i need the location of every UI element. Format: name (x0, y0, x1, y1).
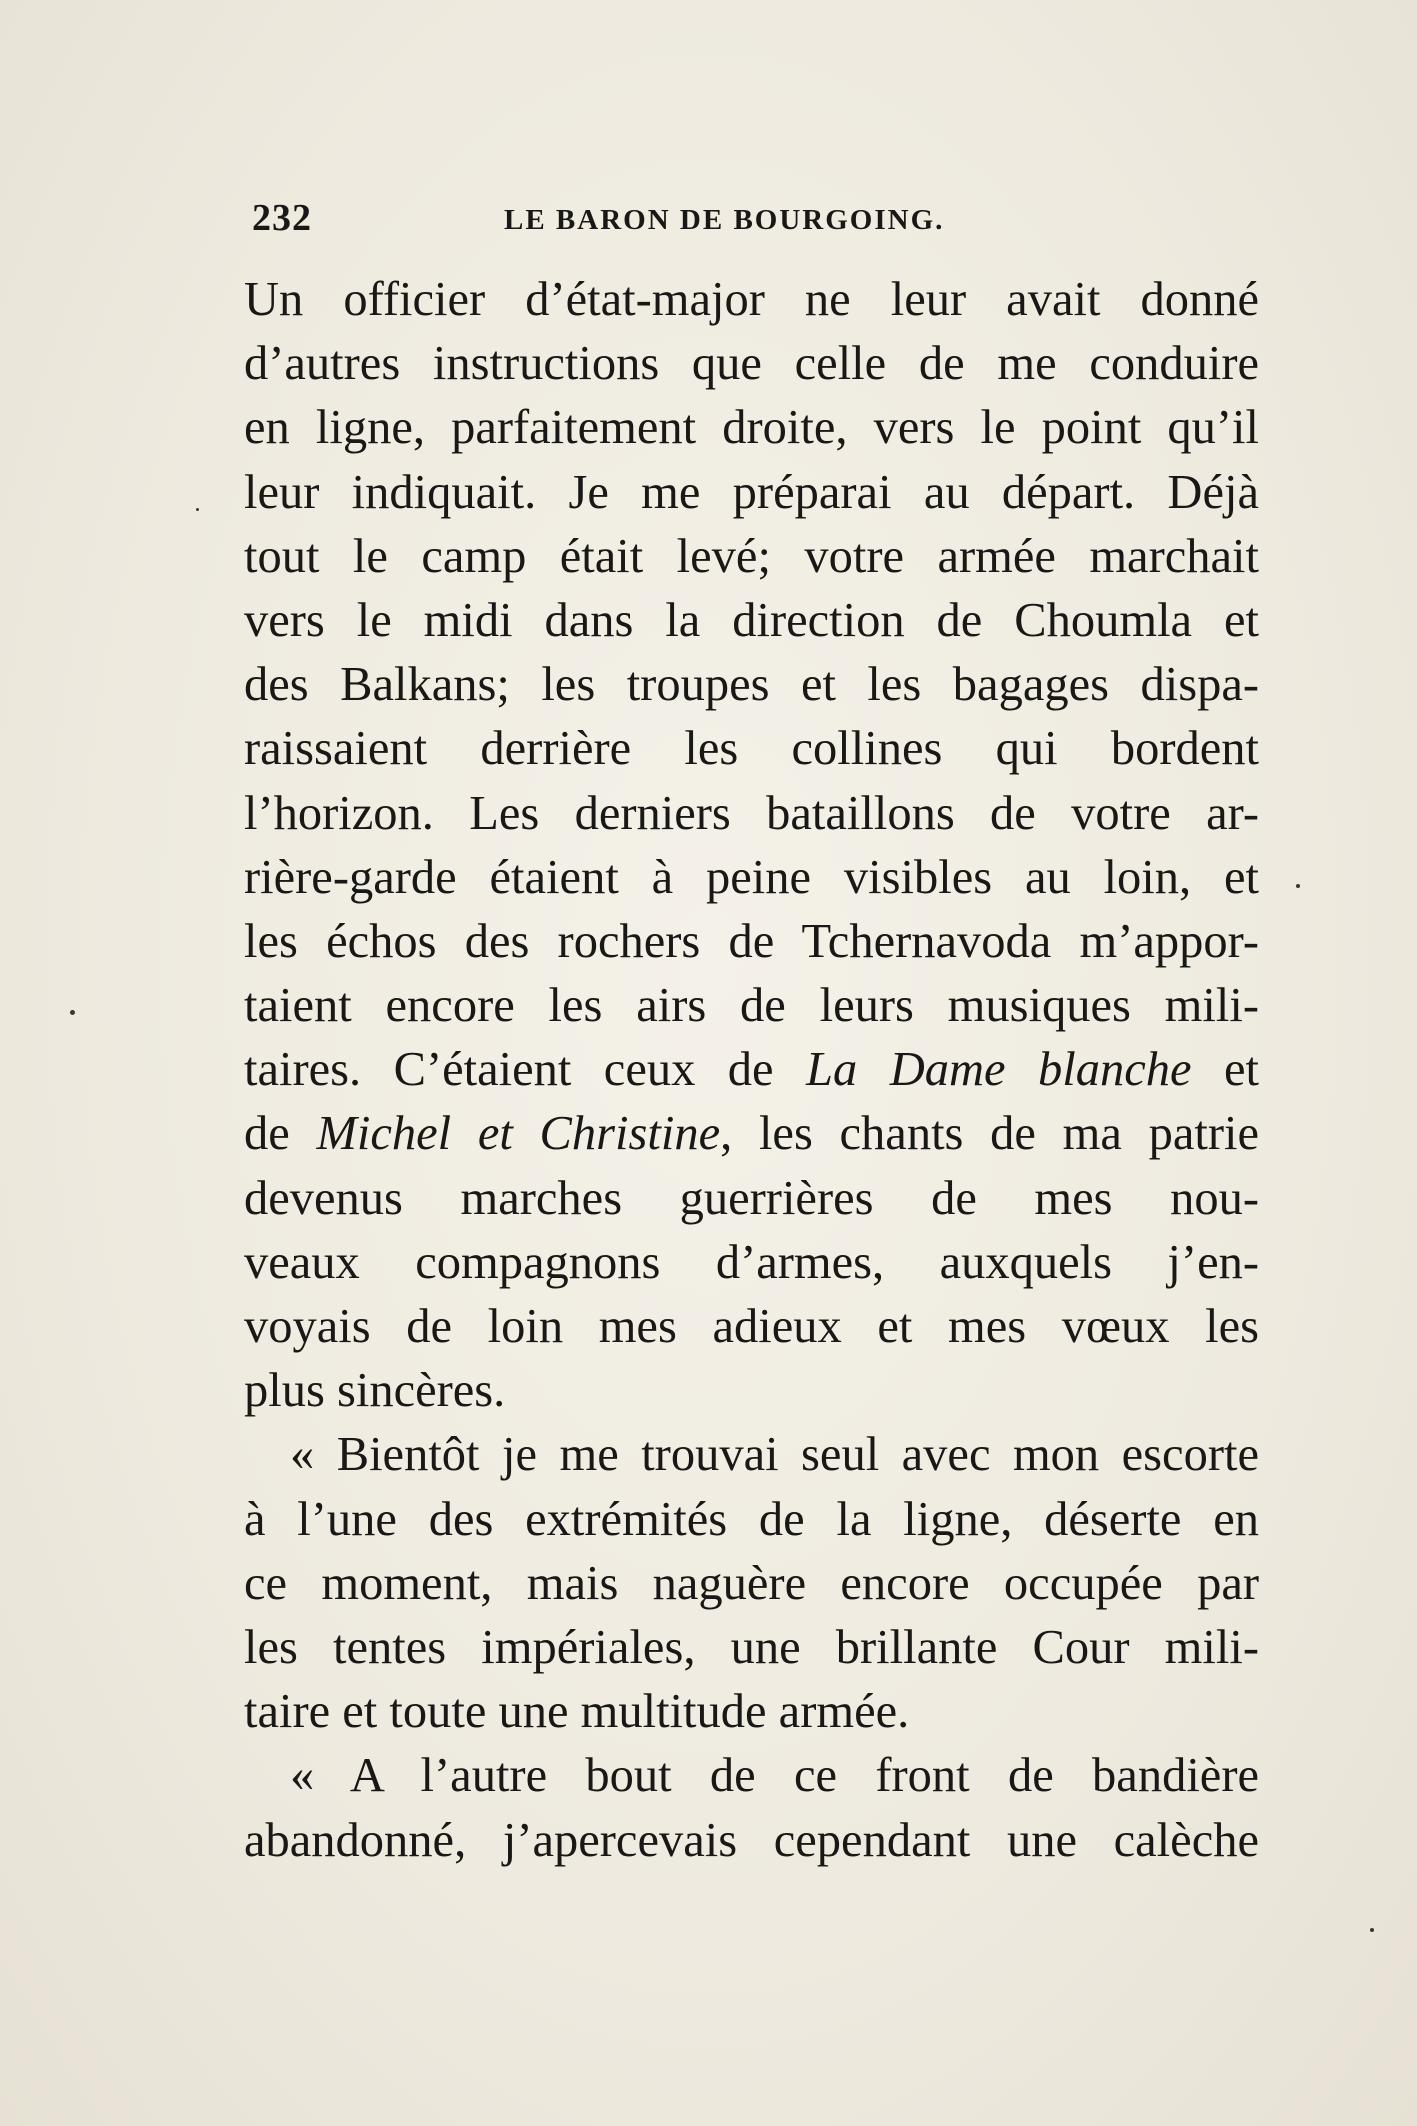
text-run: en ligne, parfaitement droite, vers le point qu’il (244, 401, 1259, 455)
text-line (244, 1616, 1259, 1680)
text-line (244, 1102, 1259, 1166)
text-run: voyais de loin mes adieux et mes vœux les (244, 1300, 1259, 1353)
text-run: de (244, 1107, 317, 1161)
text-run: taires. C’étaient ceux de (244, 1043, 807, 1097)
paragraph (244, 1423, 1259, 1744)
text-run: les échos des rochers de Tchernavoda m’appor- (244, 914, 1259, 968)
page-header (252, 196, 1252, 256)
text-run: l’horizon. Les derniers bataillons de votre ar- (244, 786, 1259, 840)
text-line (244, 525, 1259, 589)
text-line (244, 396, 1259, 460)
text-line (244, 332, 1259, 396)
text-line (244, 653, 1259, 717)
text-run: veaux compagnons d’armes, auxquels j’en- (244, 1235, 1259, 1289)
text-run: Un officier d’état-major ne leur avait donné (244, 273, 1259, 326)
text-line (244, 268, 1259, 332)
text-line (244, 461, 1259, 525)
text-run: tout le camp était levé; votre armée marchait (244, 529, 1259, 583)
text-run: devenus marches guerrières de mes nou- (244, 1171, 1259, 1225)
text-run: taire et toute une multitude armée. (244, 1685, 910, 1739)
text-run: abandonné, j’apercevais cependant une calèche (244, 1813, 1259, 1867)
text-run: d’autres instructions que celle de me conduire (244, 337, 1259, 391)
text-run: leur indiquait. Je me préparai au départ. Déjà (244, 465, 1259, 519)
page-number: 232 (252, 197, 312, 239)
text-run: « Bientôt je me trouvai seul avec mon escorte (290, 1428, 1259, 1482)
scan-speck (196, 508, 199, 511)
text-line (244, 1744, 1259, 1808)
text-line (244, 1488, 1259, 1552)
text-line (244, 1038, 1259, 1102)
body-text (244, 268, 1259, 1873)
text-run: taient encore les airs de leurs musiques mili- (244, 979, 1259, 1033)
text-run: vers le midi dans la direction de Choumla et (244, 593, 1259, 647)
text-line (244, 717, 1259, 781)
text-line (244, 1552, 1259, 1616)
text-run: à l’une des extrémités de la ligne, déserte en (244, 1492, 1259, 1546)
italic-title: La Dame blanche (806, 1043, 1192, 1097)
text-line (244, 782, 1259, 846)
text-run: raissaient derrière les collines qui bordent (244, 722, 1259, 776)
text-line (244, 1231, 1259, 1295)
italic-title: Michel et Christine (316, 1107, 721, 1161)
text-run: « A l’autre bout de ce front de bandière (290, 1749, 1259, 1803)
text-line (244, 589, 1259, 653)
running-head: LE BARON DE BOURGOING. (504, 204, 945, 236)
text-run: ce moment, mais naguère encore occupée par (244, 1556, 1259, 1610)
text-line (244, 1423, 1259, 1487)
paragraph (244, 268, 1259, 1423)
text-line (244, 910, 1259, 974)
scan-speck (70, 1010, 75, 1015)
scan-speck (1296, 884, 1300, 888)
text-run: les tentes impériales, une brillante Cour mili- (244, 1620, 1259, 1674)
scan-speck (1370, 1928, 1374, 1932)
text-run: rière-garde étaient à peine visibles au loin, et (244, 850, 1259, 904)
text-line (244, 1295, 1259, 1359)
text-run: plus sincères. (244, 1364, 506, 1418)
text-line (244, 1809, 1259, 1873)
text-line (244, 846, 1259, 910)
text-line (244, 1167, 1259, 1231)
paragraph (244, 1744, 1259, 1872)
text-line (244, 1680, 1259, 1744)
text-run: des Balkans; les troupes et les bagages dispa- (244, 658, 1259, 712)
text-line (244, 974, 1259, 1038)
text-run: et (1191, 1043, 1259, 1097)
text-run: , les chants de ma patrie (720, 1107, 1259, 1161)
text-line (244, 1359, 1259, 1423)
